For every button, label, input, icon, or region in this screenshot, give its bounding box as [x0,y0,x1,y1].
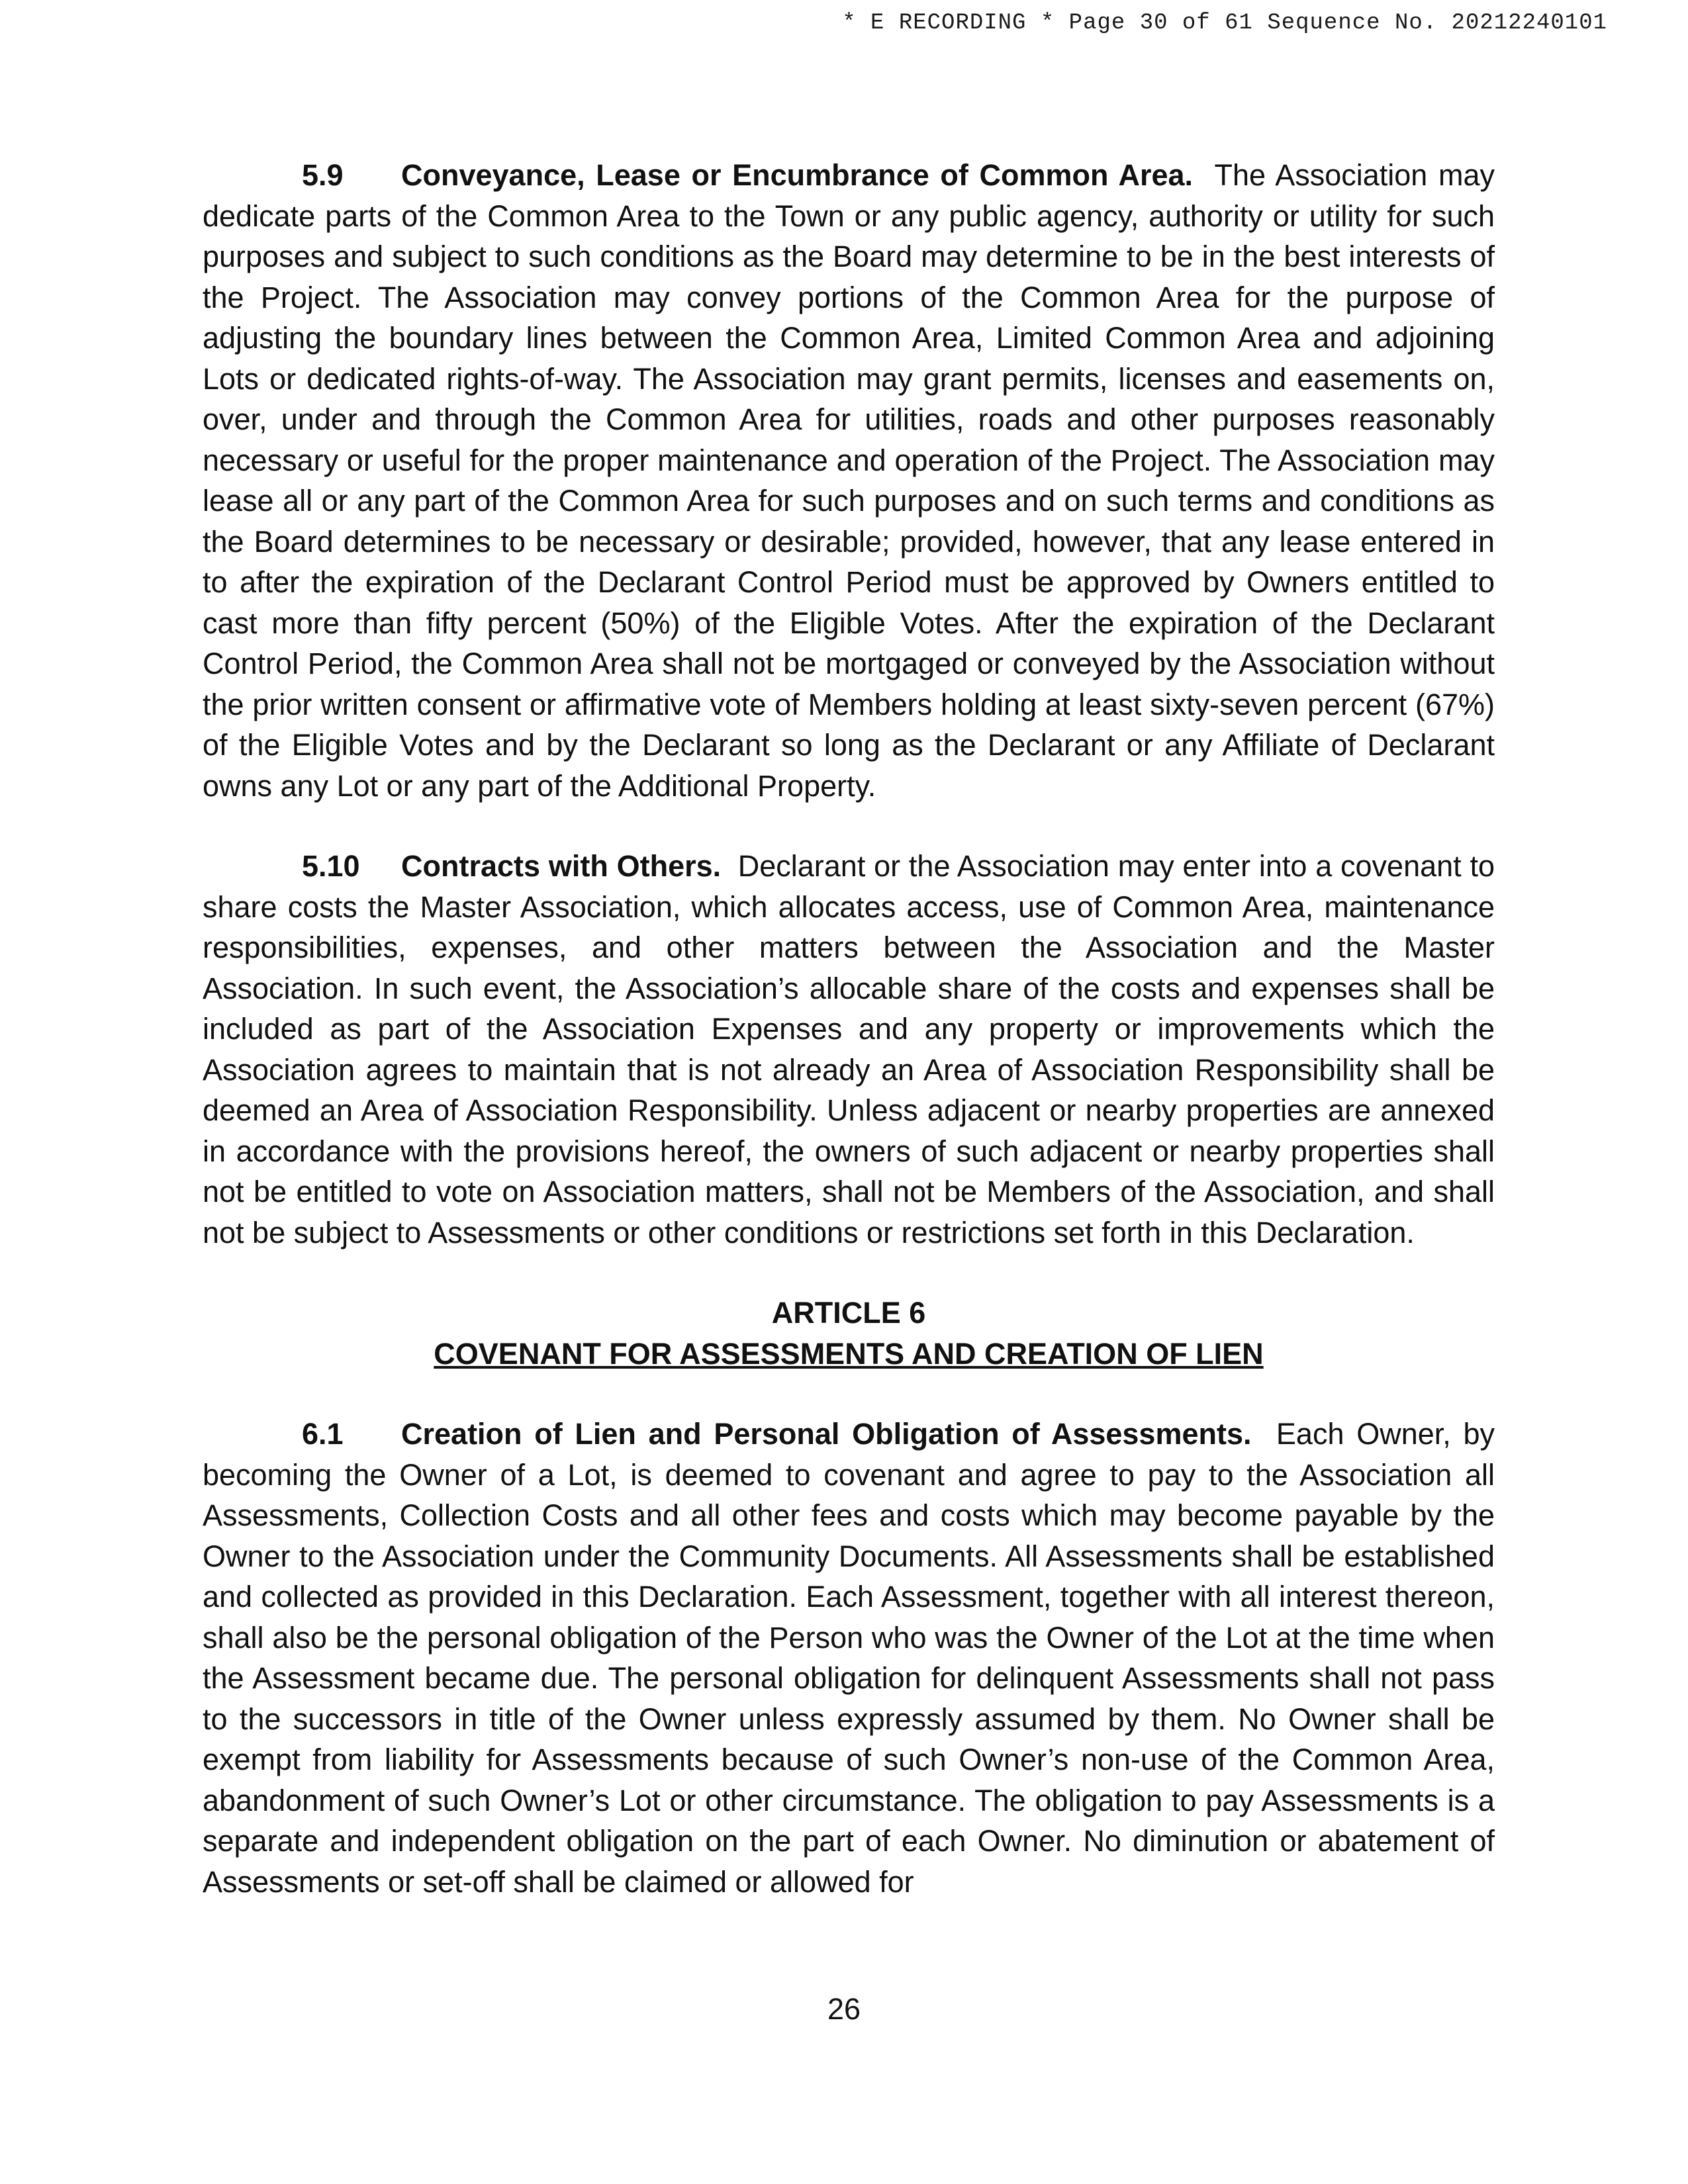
article-number: ARTICLE 6 [771,1296,926,1330]
article-heading [203,1293,1495,1374]
recording-stamp: * E RECORDING * Page 30 of 61 Sequence No. 20212240101 [842,11,1607,36]
section-6-1 [203,1414,1495,1902]
document-body [203,155,1495,1942]
section-text: The Association may dedicate parts of the Common Area to the Town or any public agency, authority or utility for such purposes and subject to such conditions as the Board may determine to be in the best interests of the Project. The Association may convey portions of the Common Area for the purpose of adjusting the boundary lines between the Common Area, Limited Common Area and adjoining Lots or dedicated rights-of-way. The Association may grant permits, licenses and easements on, over, under and through the Common Area for utilities, roads and other purposes reasonably necessary or useful for the proper maintenance and operation of the Project. The Association may lease all or any part of the Common Area for such purposes and on such terms and conditions as the Board determines to be necessary or desirable; provided, however, that any lease entered in to after the expiration of the Declarant Control Period must be approved by Owners entitled to cast more than fifty percent (50%) of the Eligible Votes. After the expiration of the Declarant Control Period, the Common Area shall not be mortgaged or conveyed by the Association without the prior written consent or affirmative vote of Members holding at least sixty-seven percent (67%) of the Eligible Votes and by the Declarant so long as the Declarant or any Affiliate of Declarant owns any Lot or any part of the Additional Property. [203,158,1495,803]
section-text: Declarant or the Association may enter into a covenant to share costs the Master Association, which allocates access, use of Common Area, maintenance responsibilities, expenses, and other matters between the Association and the Master Association. In such event, the Association’s allocable share of the costs and expenses shall be included as part of the Association Expenses and any property or improvements which the Association agrees to maintain that is not already an Area of Association Responsibility shall be deemed an Area of Association Responsibility. Unless adjacent or nearby properties are annexed in accordance with the provisions hereof, the owners of such adjacent or nearby properties shall not be entitled to vote on Association matters, shall not be Members of the Association, and shall not be subject to Assessments or other conditions or restrictions set forth in this Declaration. [203,849,1495,1250]
section-text: Each Owner, by becoming the Owner of a Lot, is deemed to covenant and agree to pay to the Association all Assessments, Collection Costs and all other fees and costs which may become payable by the Owner to the Association under the Community Documents. All Assessments shall be established and collected as provided in this Declaration. Each Assessment, together with all interest thereon, shall also be the personal obligation of the Person who was the Owner of the Lot at the time when the Assessment became due. The personal obligation for delinquent Assessments shall not pass to the successors in title of the Owner unless expressly assumed by them. No Owner shall be exempt from liability for Assessments because of such Owner’s non-use of the Common Area, abandonment of such Owner’s Lot or other circumstance. The obligation to pay Assessments is a separate and independent obligation on the part of each Owner. No diminution or abatement of Assessments or set-off shall be claimed or allowed for [203,1417,1495,1899]
section-5-9 [203,155,1495,806]
section-number: 5.9 [302,158,344,192]
page-number: 26 [827,1992,861,2026]
section-title: Creation of Lien and Personal Obligation of Assessments. [401,1417,1252,1451]
section-number: 5.10 [302,849,360,883]
article-title: COVENANT FOR ASSESSMENTS AND CREATION OF LIEN [434,1336,1264,1371]
section-5-10 [203,846,1495,1253]
section-number: 6.1 [302,1417,344,1451]
section-title: Conveyance, Lease or Encumbrance of Common Area. [401,158,1194,192]
section-title: Contracts with Others. [401,849,722,883]
